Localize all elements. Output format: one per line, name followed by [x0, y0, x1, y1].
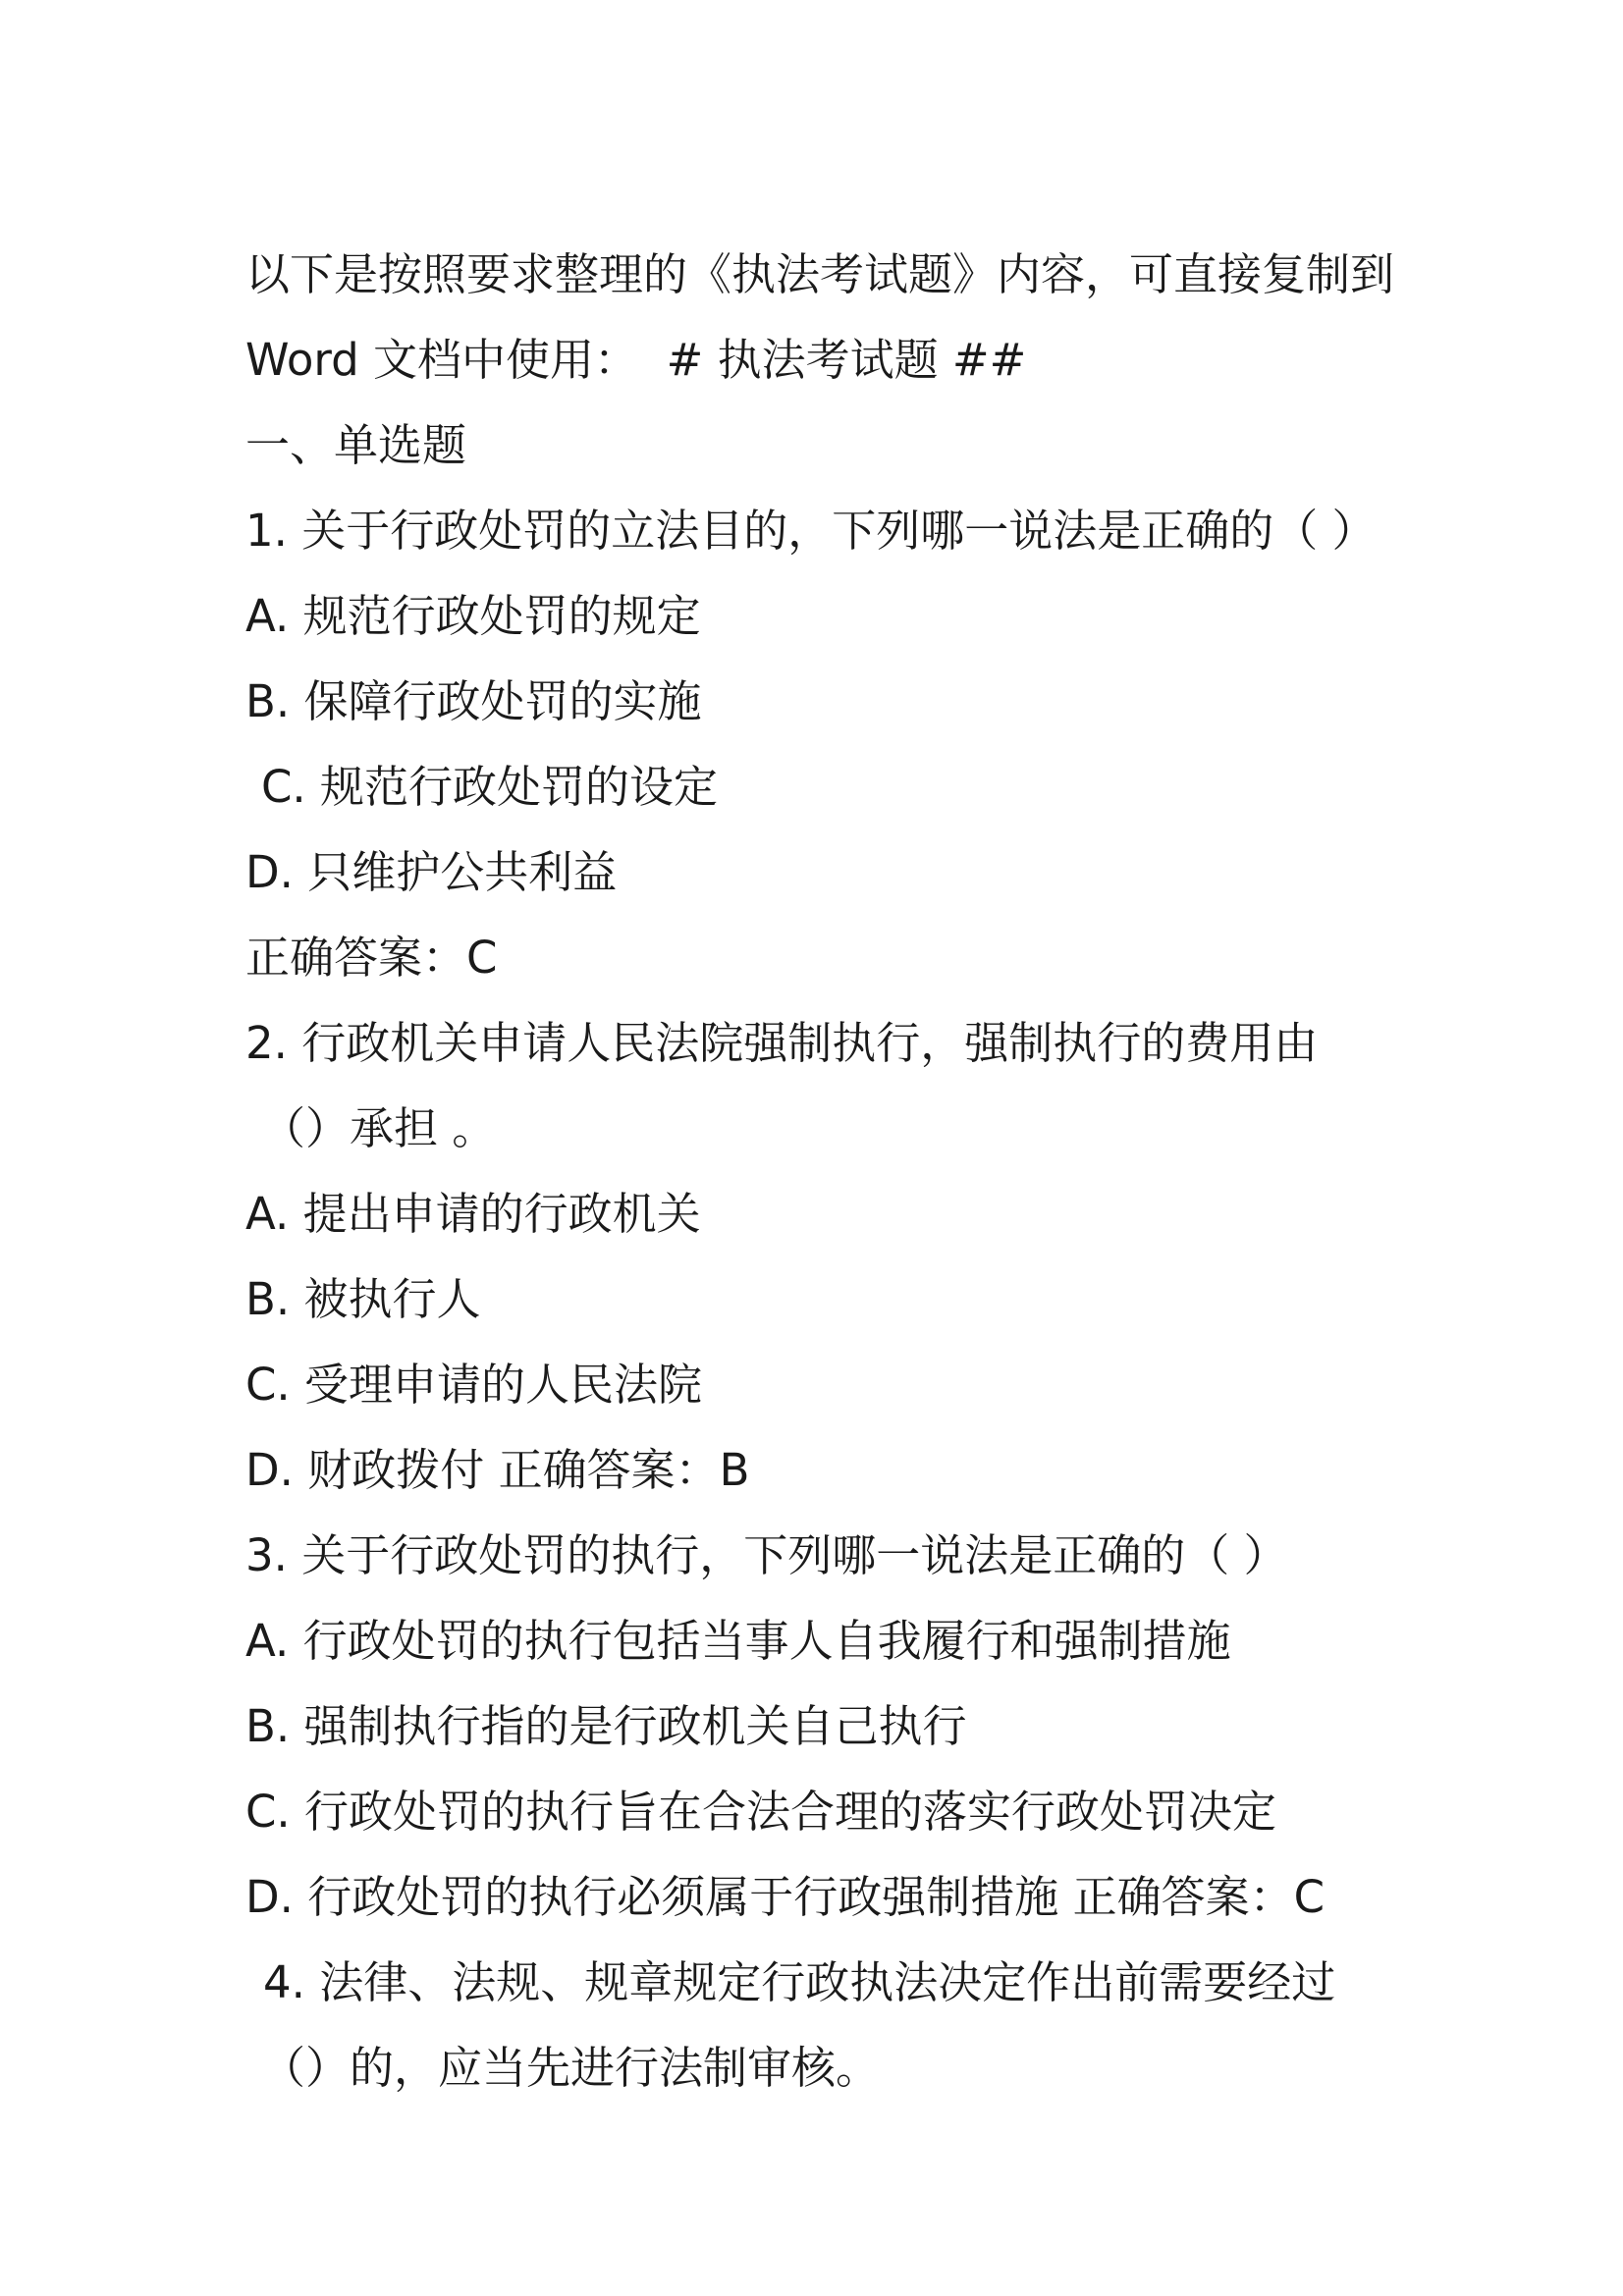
- question-2-option-a: A. 提出申请的行政机关: [245, 1188, 701, 1240]
- question-2-option-c: C. 受理申请的人民法院: [245, 1359, 703, 1411]
- intro-paragraph: 以下是按照要求整理的《执法考试题》内容，可直接复制到 Word 文档中使用： # 执法考试题 ##: [245, 248, 1409, 386]
- question-2-stem-line1: 2. 行政机关申请人民法院强制执行，强制执行的费用由: [245, 1017, 1319, 1069]
- question-3-stem: 3. 关于行政处罚的执行，下列哪一说法是正确的（ ）: [245, 1529, 1288, 1581]
- question-4-stem-line1: 4. 法律、法规、规章规定行政执法决定作出前需要经过: [263, 1956, 1336, 2008]
- question-2-option-b: B. 被执行人: [245, 1273, 481, 1325]
- question-1-option-b: B. 保障行政处罚的实施: [245, 675, 702, 727]
- document-body: [245, 232, 1409, 2110]
- question-1-stem: 1. 关于行政处罚的立法目的，下列哪一说法是正确的（ ）: [245, 505, 1377, 557]
- question-3-option-c: C. 行政处罚的执行旨在合法合理的落实行政处罚决定: [245, 1786, 1277, 1838]
- question-1-option-c: C. 规范行政处罚的设定: [261, 761, 719, 813]
- question-3-option-d-answer: D. 行政处罚的执行必须属于行政强制措施 正确答案：C: [245, 1871, 1325, 1923]
- question-1-option-a: A. 规范行政处罚的规定: [245, 590, 701, 642]
- question-2-stem-line2: （）承担 。: [261, 1102, 497, 1154]
- question-1-option-d: D. 只维护公共利益: [245, 846, 618, 898]
- question-1-answer: 正确答案：C: [245, 932, 498, 984]
- section-title: 一、单选题: [245, 419, 467, 471]
- question-3-option-a: A. 行政处罚的执行包括当事人自我履行和强制措施: [245, 1615, 1231, 1667]
- question-2-option-d-answer: D. 财政拨付 正确答案：B: [245, 1444, 750, 1496]
- question-4-stem-line2: （）的，应当先进行法制审核。: [261, 2042, 881, 2094]
- question-3-option-b: B. 强制执行指的是行政机关自己执行: [245, 1700, 967, 1752]
